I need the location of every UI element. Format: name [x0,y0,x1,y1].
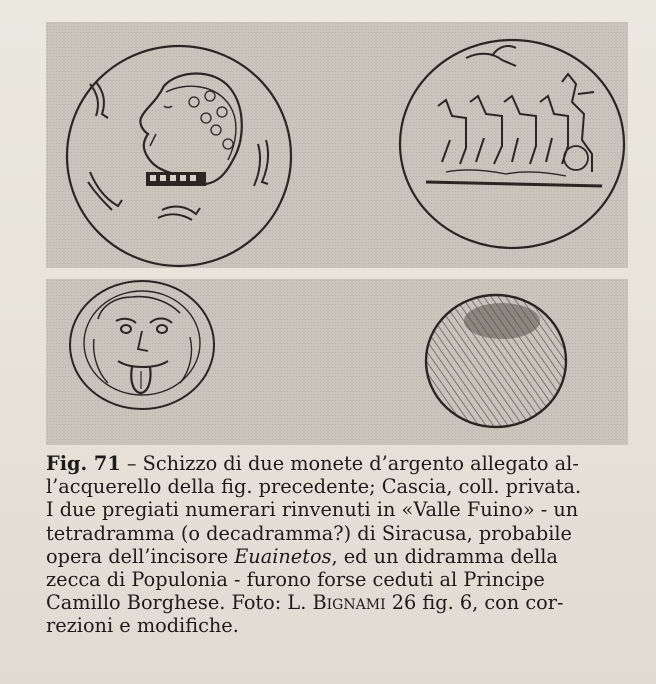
figure-label: Fig. 71 [46,452,121,475]
caption-line: rezioni e modifiche. [46,614,239,638]
coin-syracuse-reverse [400,40,624,248]
photo-plate-populonia [46,279,628,445]
caption-line: opera dell’incisore [46,544,235,568]
engraver-name: Euainetos [234,544,332,568]
photo-plate-syracuse [46,22,628,268]
caption-line: zecca di Populonia - furono forse ceduti al Principe [46,568,545,592]
figure-caption [46,452,626,638]
caption-line: I due pregiati numerari rinvenuti in «Valle Fuino» - un [46,498,579,522]
coin-populonia-reverse [426,295,566,427]
caption-line: , ed un didramma della [331,544,558,568]
caption-line: tetradramma (o decadramma?) di Siracusa, probabile [46,521,572,545]
caption-line: Camillo Borghese. Foto: L. [46,591,313,615]
caption-line: 26 fig. 6, con cor- [385,591,564,615]
author-name: Bignami [312,591,386,615]
caption-line: l’acquerello della fig. precedente; Cascia, coll. privata. [46,475,582,499]
caption-line: – Schizzo di due monete d’argento allegato al- [120,452,579,475]
coin-syracuse-obverse [67,46,291,266]
coin-populonia-obverse [70,281,214,409]
